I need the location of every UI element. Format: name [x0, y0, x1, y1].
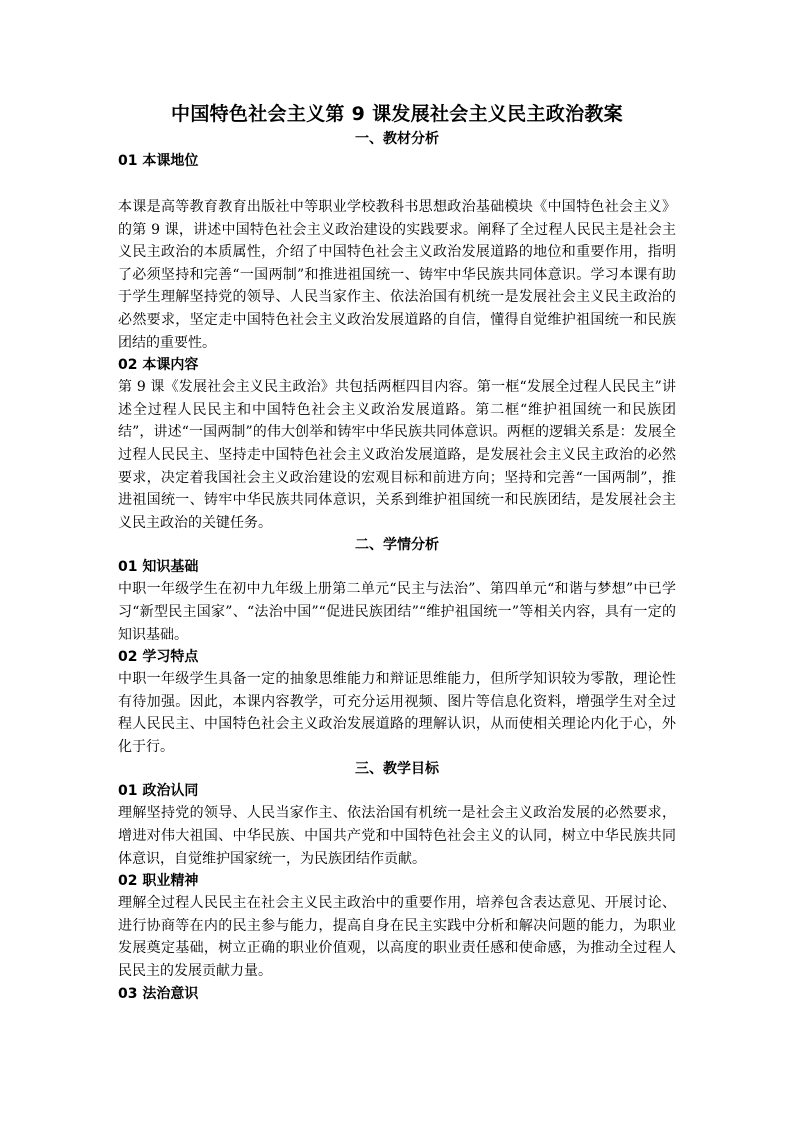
paragraph-political-identity: 理解坚持党的领导、人民当家作主、依法治国有机统一是社会主义政治发展的必然要求，增进对伟大祖国、中华民族、中国共产党和中国特色社会主义的认同，树立中华民族共同体意识，自觉维护国家统一，为民族团结作贡献。 — [118, 805, 676, 867]
paragraph-lesson-position: 本课是高等教育教育出版社中等职业学校教科书思想政治基础模块《中国特色社会主义》的第 9 课，讲述中国特色社会主义政治建设的实践要求。阐释了全过程人民民主是社会主义民主政治的本质属性，介绍了中国特色社会主义政治发展道路的地位和重要作用，指明了必须坚持和完善“一国两制”和推进祖国统一、铸牢中华民族共同体意识。学习本课有助于学生理解坚持党的领导、人民当家作主、依法治国有机统一是发展社会主义民主政治的必然要求，坚定走中国特色社会主义政治发展道路的自信，懂得自觉维护祖国统一和民族团结的重要性。 — [118, 199, 676, 351]
subheading-rule-of-law: 03 法治意识 — [118, 985, 199, 1002]
section-heading-teaching-goals: 三、教学目标 — [355, 761, 439, 778]
paragraph-knowledge-base: 中职一年级学生在初中九年级上册第二单元“民主与法治”、第四单元“和谐与梦想”中已学习“新型民主国家”、“法治中国”“促进民族团结”“维护祖国统一”等相关内容，具有一定的知识基础。 — [118, 581, 676, 643]
blank-line — [118, 172, 676, 196]
subheading-political-identity: 01 政治认同 — [118, 783, 199, 800]
section-heading-student-analysis: 二、学情分析 — [355, 537, 439, 554]
subheading-lesson-content: 02 本课内容 — [118, 357, 199, 374]
subheading-lesson-position: 01 本课地位 — [118, 153, 199, 169]
document-title: 中国特色社会主义第 9 课发展社会主义民主政治教案 — [171, 103, 623, 125]
subheading-knowledge-base: 01 知识基础 — [118, 559, 199, 576]
subheading-professional-spirit: 02 职业精神 — [118, 873, 199, 890]
paragraph-lesson-content: 第 9 课《发展社会主义民主政治》共包括两框四目内容。第一框“发展全过程人民民主”讲述全过程人民民主和中国特色社会主义政治发展道路。第二框“维护祖国统一和民族团结”，讲述“一国两制”的伟大创举和铸牢中华民族共同体意识。两框的逻辑关系是：发展全过程人民民主、坚持走中国特色社会主义政治发展道路，是发展社会主义民主政治的必然要求，决定着我国社会主义政治建设的宏观目标和前进方向；坚持和完善“一国两制”，推进祖国统一、铸牢中华民族共同体意识，关系到维护祖国统一和民族团结，是发展社会主义民主政治的关键任务。 — [118, 379, 676, 531]
paragraph-professional-spirit: 理解全过程人民民主在社会主义民主政治中的重要作用，培养包含表达意见、开展讨论、进行协商等在内的民主参与能力，提高自身在民主实践中分析和解决问题的能力，为职业发展奠定基础，树立正确的职业价值观，以高度的职业责任感和使命感，为推动全过程人民民主的发展贡献力量。 — [118, 895, 676, 980]
subheading-learning-traits: 02 学习特点 — [118, 649, 199, 666]
section-heading-textbook-analysis: 一、教材分析 — [355, 131, 439, 147]
paragraph-learning-traits: 中职一年级学生具备一定的抽象思维能力和辩证思维能力，但所学知识较为零散，理论性有待加强。因此，本课内容教学，可充分运用视频、图片等信息化资料，增强学生对全过程人民民主、中国特色社会主义政治发展道路的理解认识，从而使相关理论内化于心，外化于行。 — [118, 671, 676, 755]
document-page — [118, 100, 676, 1005]
